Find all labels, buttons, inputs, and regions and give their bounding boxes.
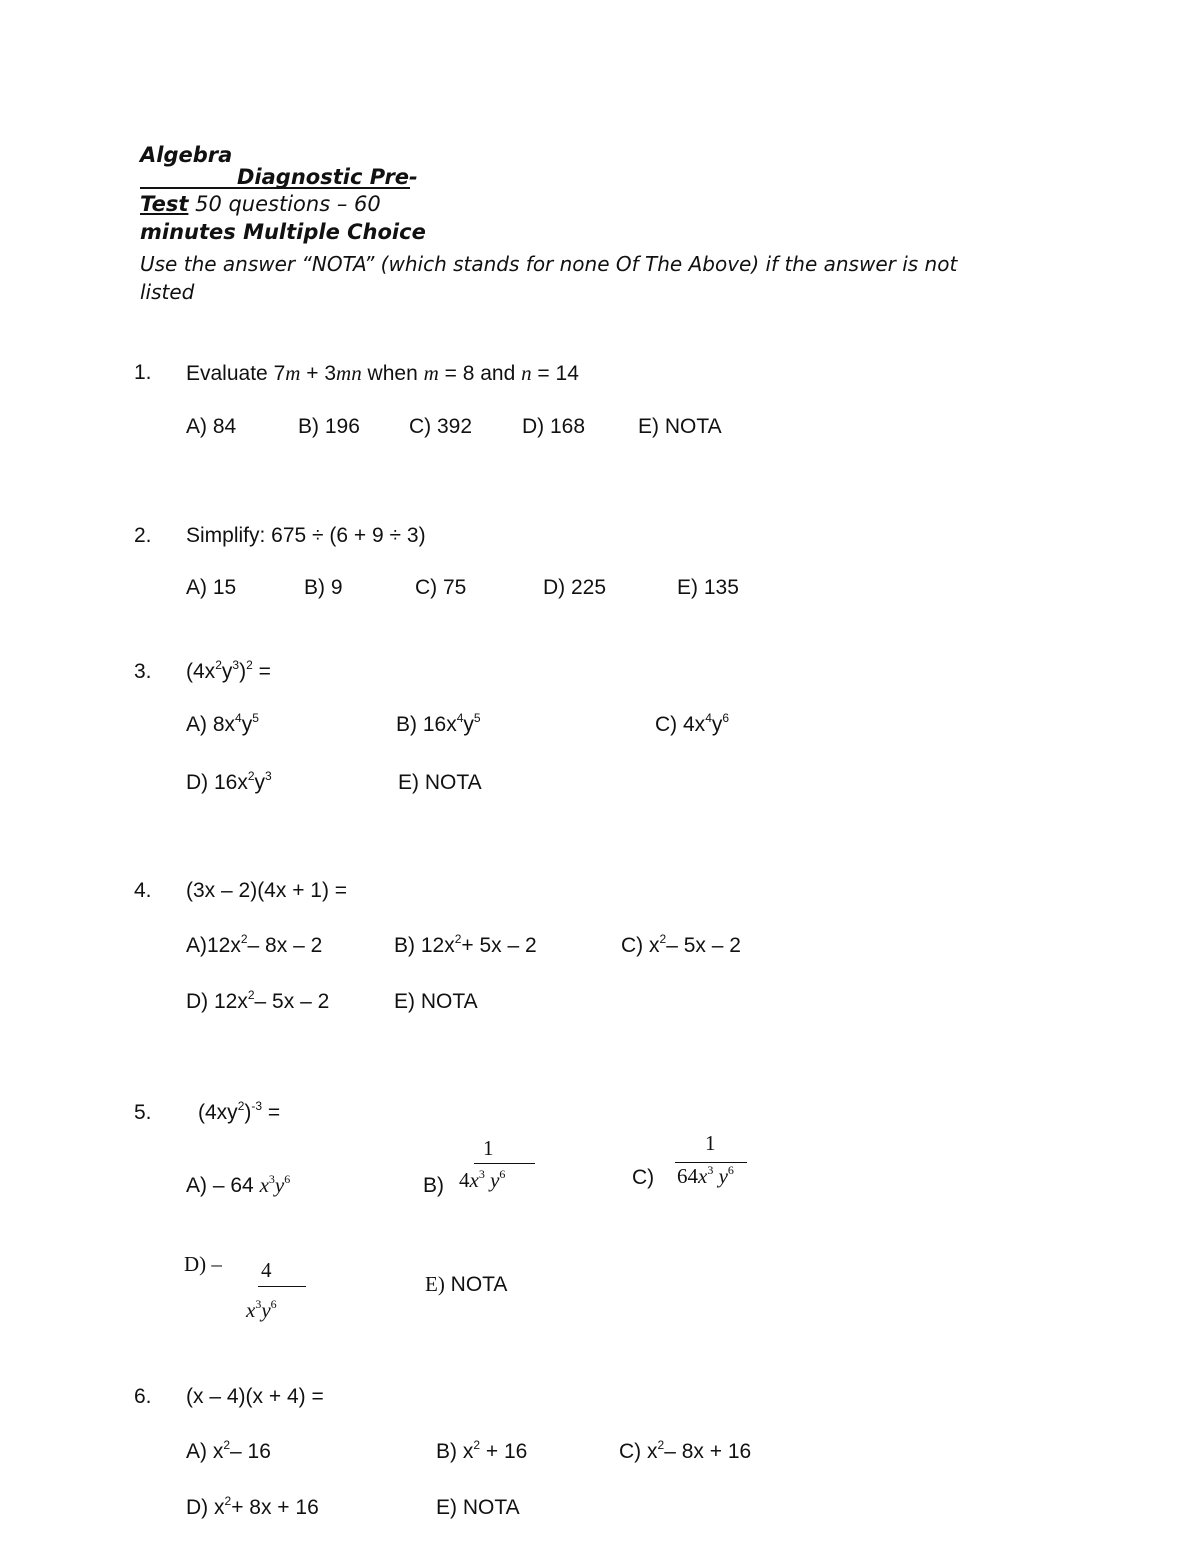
choice-text: – 8x – 2: [247, 934, 323, 957]
fraction-denominator: [677, 1164, 734, 1189]
variable-y: y: [261, 1298, 271, 1322]
choice-text: A)12x: [186, 934, 241, 957]
variable-y: y: [484, 1168, 500, 1192]
choice-text: + 8x + 16: [231, 1496, 319, 1519]
exponent: 2: [454, 932, 462, 946]
title-diagnostic: Diagnostic Pre-: [237, 165, 418, 189]
variable-mn: mn: [336, 361, 362, 385]
exponent: 2: [215, 658, 222, 672]
choice-text: + 16: [480, 1440, 528, 1463]
choice-a[interactable]: A) 15: [186, 576, 237, 599]
exponent: 3: [478, 1167, 485, 1181]
choice-b[interactable]: [396, 713, 481, 737]
choice-label: A): [186, 1174, 207, 1197]
prompt-text: (4x: [186, 660, 216, 683]
fraction-denominator: [459, 1168, 505, 1193]
choice-text: D) x: [186, 1496, 225, 1519]
prompt-text: =: [262, 1101, 281, 1124]
choice-text: – 5x – 2: [254, 990, 330, 1013]
fraction-numerator: 1: [705, 1131, 716, 1155]
exponent: 2: [473, 1438, 481, 1452]
exponent: 5: [473, 711, 481, 725]
choice-text: C) x: [621, 934, 660, 957]
choice-e[interactable]: [425, 1272, 507, 1297]
prompt-text: = 8 and: [438, 362, 522, 385]
question-1-prompt: [186, 361, 579, 386]
exponent: 2: [240, 932, 248, 946]
choice-a[interactable]: [186, 1173, 290, 1198]
choice-b[interactable]: [436, 1440, 527, 1464]
choice-d[interactable]: [186, 771, 272, 795]
choice-c[interactable]: C) 392: [409, 415, 473, 438]
question-number: 1.: [134, 361, 152, 384]
question-number: 6.: [134, 1385, 152, 1408]
question-2-prompt: Simplify: 675 ÷ (6 + 9 ÷ 3): [186, 524, 426, 547]
title-question-count: 50 questions – 60: [188, 192, 381, 216]
choice-d[interactable]: [186, 1496, 319, 1520]
prompt-text: + 3: [300, 362, 337, 385]
variable-x: x: [246, 1298, 256, 1322]
choice-text: + 5x – 2: [461, 934, 537, 957]
exponent: 2: [247, 988, 255, 1002]
choice-c[interactable]: C) 75: [415, 576, 467, 599]
coefficient: 64: [677, 1164, 698, 1188]
exponent: 6: [284, 1172, 291, 1186]
choice-text: – 8x + 16: [664, 1440, 752, 1463]
choice-text: y: [254, 771, 266, 794]
prompt-text: =: [252, 660, 271, 683]
choice-c[interactable]: C): [632, 1166, 655, 1189]
question-number: 2.: [134, 524, 152, 547]
fraction-numerator: 1: [483, 1136, 494, 1160]
variable-m: m: [285, 361, 301, 385]
exponent: 6: [727, 1163, 734, 1177]
prompt-text: ): [239, 660, 247, 683]
question-5-prompt: [198, 1101, 280, 1125]
coefficient: 4: [459, 1168, 470, 1192]
variable-x: x: [698, 1164, 708, 1188]
choice-text: y: [463, 713, 474, 736]
choice-text: D) 16x: [186, 771, 248, 794]
question-6-prompt: (x – 4)(x + 4) =: [186, 1385, 324, 1408]
choice-c[interactable]: [621, 934, 741, 958]
variable-x: x: [259, 1173, 269, 1197]
choice-b[interactable]: B) 9: [304, 576, 343, 599]
choice-text: A) 8x: [186, 713, 236, 736]
choice-e[interactable]: E) NOTA: [638, 415, 722, 438]
prompt-text: when: [361, 362, 424, 385]
variable-y: y: [274, 1173, 285, 1197]
exponent: 2: [247, 769, 255, 783]
fraction-bar: [474, 1163, 535, 1164]
choice-a[interactable]: [186, 713, 259, 737]
choice-text: NOTA: [444, 1273, 508, 1296]
title-algebra: Algebra: [140, 143, 233, 167]
choice-d[interactable]: D) 225: [543, 576, 607, 599]
choice-e[interactable]: E) 135: [677, 576, 739, 599]
prompt-text: (4xy: [198, 1101, 238, 1124]
choice-text: – 64: [212, 1174, 260, 1197]
exponent: 4: [235, 711, 242, 725]
exponent: 3: [232, 658, 240, 672]
choice-text: B) x: [436, 1440, 474, 1463]
choice-a[interactable]: A) 84: [186, 415, 237, 438]
exponent: 4: [456, 711, 464, 725]
exponent: 6: [270, 1297, 277, 1311]
variable-n: n: [521, 361, 532, 385]
exponent: 3: [255, 1297, 262, 1311]
exponent: 2: [657, 1438, 665, 1452]
choice-text: B) 12x: [394, 934, 455, 957]
exponent: 3: [707, 1163, 714, 1177]
choice-e[interactable]: E) NOTA: [398, 771, 482, 794]
exponent: 5: [252, 711, 259, 725]
variable-x: x: [469, 1168, 479, 1192]
prompt-text: 7: [273, 362, 286, 385]
choice-text: A) x: [186, 1440, 224, 1463]
exponent: 6: [499, 1167, 506, 1181]
choice-label: E): [425, 1272, 445, 1296]
choice-text: C) x: [619, 1440, 658, 1463]
choice-text: B) 16x: [396, 713, 457, 736]
variable-y: y: [713, 1164, 728, 1188]
prompt-text: y: [221, 660, 233, 683]
choice-text: y: [241, 713, 253, 736]
question-number: 5.: [134, 1101, 152, 1124]
choice-a[interactable]: [186, 934, 322, 958]
choice-d[interactable]: D) –: [184, 1252, 222, 1276]
choice-d[interactable]: [186, 990, 329, 1014]
title-test-line: [140, 192, 381, 216]
choice-c[interactable]: [655, 713, 729, 737]
exponent: 2: [224, 1494, 232, 1508]
choice-text: D) 12x: [186, 990, 248, 1013]
title-format: minutes Multiple Choice: [140, 220, 426, 244]
question-4-prompt: (3x – 2)(4x + 1) =: [186, 879, 348, 902]
fraction-numerator: 4: [261, 1258, 272, 1282]
title-test-word: Test: [140, 192, 189, 216]
fraction-bar: [258, 1286, 306, 1287]
prompt-text: ): [244, 1101, 252, 1124]
exponent: 3: [265, 769, 272, 783]
exponent: 2: [659, 932, 667, 946]
prompt-text: Evaluate: [186, 362, 274, 385]
exponent: 2: [237, 1099, 245, 1113]
choice-b[interactable]: B) 196: [298, 415, 360, 438]
prompt-text: = 14: [531, 362, 579, 385]
question-3-prompt: [186, 660, 271, 684]
choice-text: C) 4x: [655, 713, 706, 736]
choice-a[interactable]: [186, 1440, 271, 1464]
variable-m: m: [423, 361, 439, 385]
choice-text: – 16: [230, 1440, 271, 1463]
choice-b[interactable]: [394, 934, 537, 958]
exponent: 2: [246, 658, 253, 672]
exponent: -3: [251, 1099, 263, 1113]
choice-b[interactable]: B): [423, 1174, 444, 1197]
choice-text: y: [711, 713, 723, 736]
choice-e[interactable]: E) NOTA: [436, 1496, 520, 1519]
instructions-line-2: listed: [140, 280, 195, 304]
exponent: 4: [705, 711, 712, 725]
choice-c[interactable]: [619, 1440, 751, 1464]
instructions-line-1: Use the answer “NOTA” (which stands for none Of The Above) if the answer is not: [140, 252, 958, 276]
exponent: 3: [268, 1172, 275, 1186]
exponent: 2: [223, 1438, 231, 1452]
question-number: 3.: [134, 660, 152, 683]
exponent: 6: [722, 711, 730, 725]
fraction-denominator: [246, 1298, 277, 1323]
choice-e[interactable]: E) NOTA: [394, 990, 478, 1013]
question-number: 4.: [134, 879, 152, 902]
choice-text: – 5x – 2: [666, 934, 741, 957]
choice-d[interactable]: D) 168: [522, 415, 586, 438]
